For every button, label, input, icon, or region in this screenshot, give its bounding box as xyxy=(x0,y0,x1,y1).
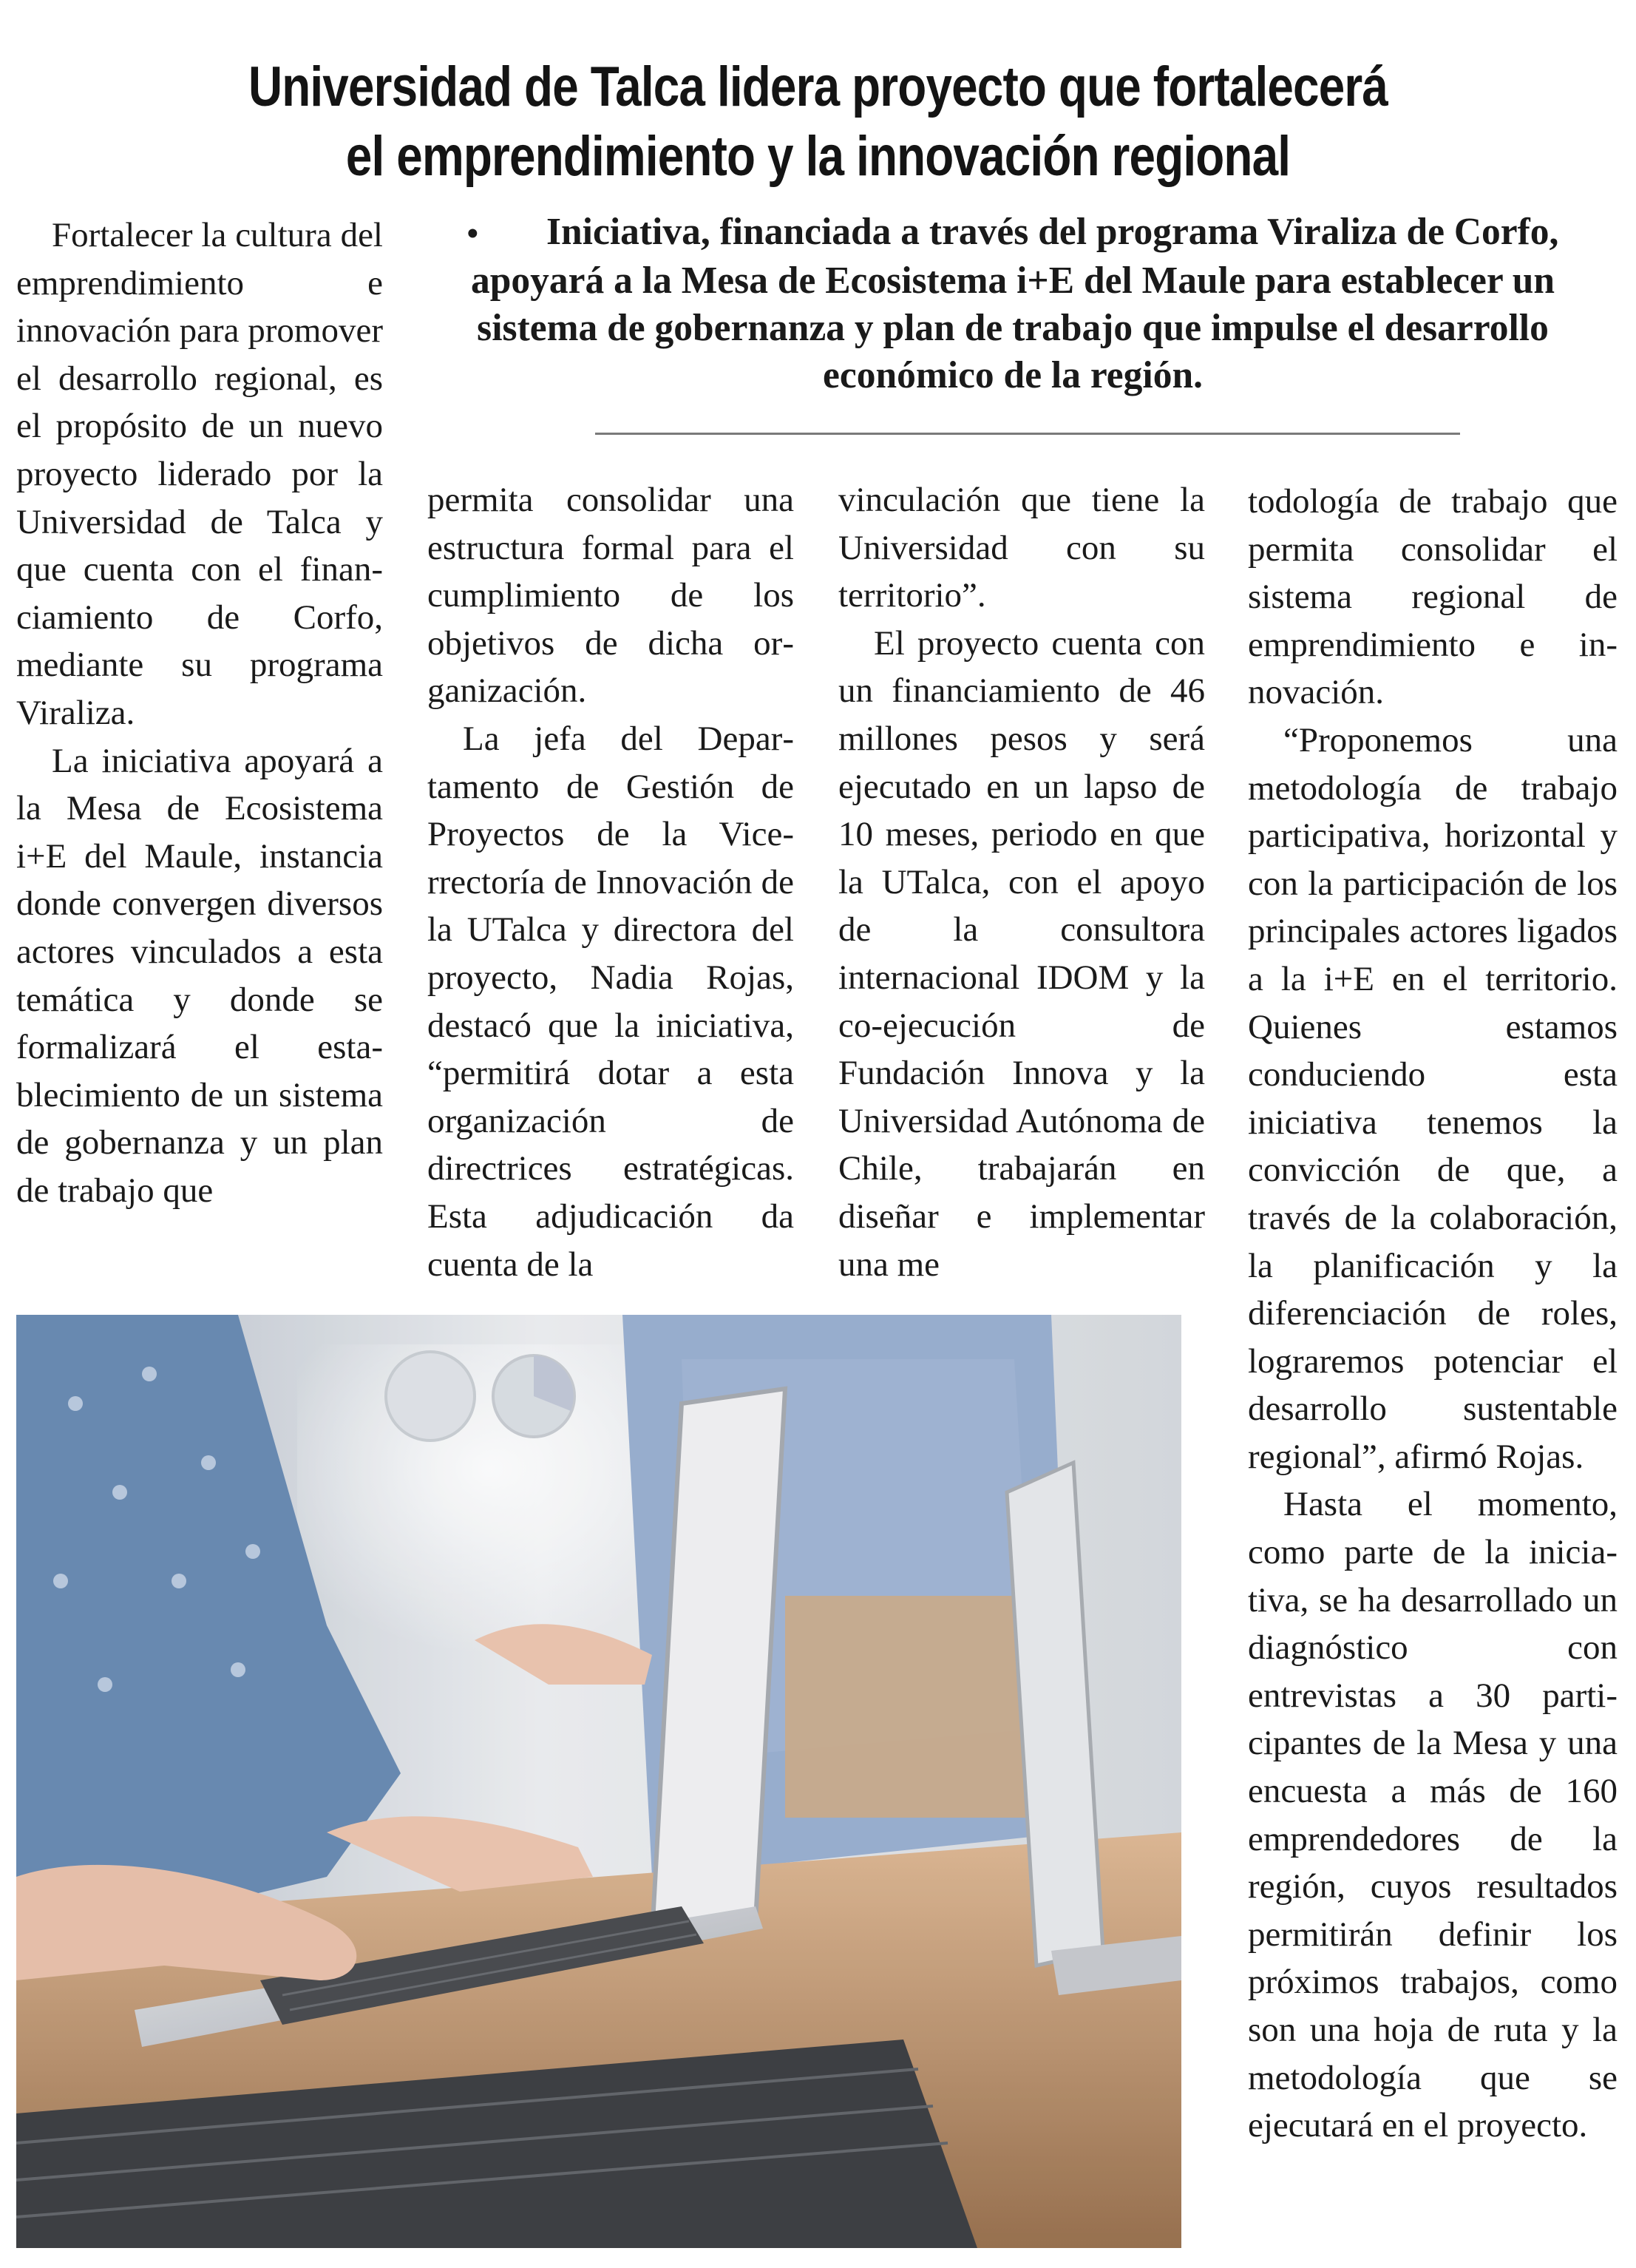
paragraph: Fortalecer la cultura del emprendimiento e innovación para promover el desarrollo regional, es el propósito de un nuevo proyecto liderado por la Universidad de Talca y que cuenta con el financiamiento de Corfo, mediante su programa Viraliza. xyxy=(16,216,383,732)
headline xyxy=(149,53,1487,192)
article-column-3 xyxy=(838,476,1205,1288)
article-column-2 xyxy=(427,476,794,1288)
headline-line-2: el emprendimiento y la innovación regional xyxy=(345,124,1291,188)
paragraph: La jefa del Departamento de Gestión de Proyectos de la Vicerrectoría de Innovación de la UTalca y directora del proyecto, Nadia Rojas, destacó que la iniciativa, “permitirá dotar a esta organización de directrices estratégicas. Esta adjudicación da cuenta de la xyxy=(427,719,794,1284)
paragraph: permita consolidar una estructura formal para el cumplimiento de los objetivos de dicha organización. xyxy=(427,481,794,711)
paragraph: vinculación que tiene la Universidad con su territorio”. xyxy=(838,481,1205,615)
article-column-1 xyxy=(16,211,383,1214)
article-column-4 xyxy=(1248,478,1618,2150)
paragraph: El proyecto cuenta con un financiamiento de 46 millones pesos y será ejecutado en un lapso de 10 meses, periodo en que la UTalca, con el apoyo de la consultora internacional IDOM y la co-ejecución de Fundación Innova y la Universidad Autónoma de Chile, trabajarán en diseñar e implementar una me xyxy=(838,623,1205,1284)
deck-summary xyxy=(429,209,1597,399)
paragraph: Hasta el momento, como parte de la iniciativa, se ha desarrollado un diagnóstico con entrevistas a 30 participantes de la Mesa y una encuesta a más de 160 emprendedores de la región, cuyos resultados permitirán definir los próximos trabajos, como son una hoja de ruta y la metodología que se ejecutará en el proyecto. xyxy=(1248,1485,1618,2145)
photo-illustration xyxy=(16,1315,1181,2248)
headline-line-1: Universidad de Talca lidera proyecto que fortalecerá xyxy=(248,55,1388,118)
bullet-icon: • xyxy=(466,215,478,251)
article-photo xyxy=(16,1315,1181,2248)
divider xyxy=(595,433,1460,435)
paragraph: La iniciativa apoyará a la Mesa de Ecosistema i+E del Maule, instancia donde convergen diversos actores vinculados a esta temática y donde se formalizará el establecimiento de un sistema de gobernanza y un plan de trabajo que xyxy=(16,741,383,1210)
paragraph: “Proponemos una metodología de trabajo participativa, horizontal y con la participación de los principales actores ligados a la i+E en el territorio. Quienes estamos conduciendo esta iniciativa tenemos la convicción de que, a través de la colaboración, la planificación y la diferenciación de roles, lograremos potenciar el desarrollo sustentable regional”, afirmó Rojas. xyxy=(1248,720,1618,1476)
paragraph: todología de trabajo que permita consolidar el sistema regional de emprendimiento e innovación. xyxy=(1248,482,1618,712)
deck-text: Iniciativa, financiada a través del programa Viraliza de Corfo, apoyará a la Mesa de Ecosistema i+E del Maule para establecer un sistema de gobernanza y plan de trabajo que impulse el desarrollo económico de la región. xyxy=(471,211,1559,396)
